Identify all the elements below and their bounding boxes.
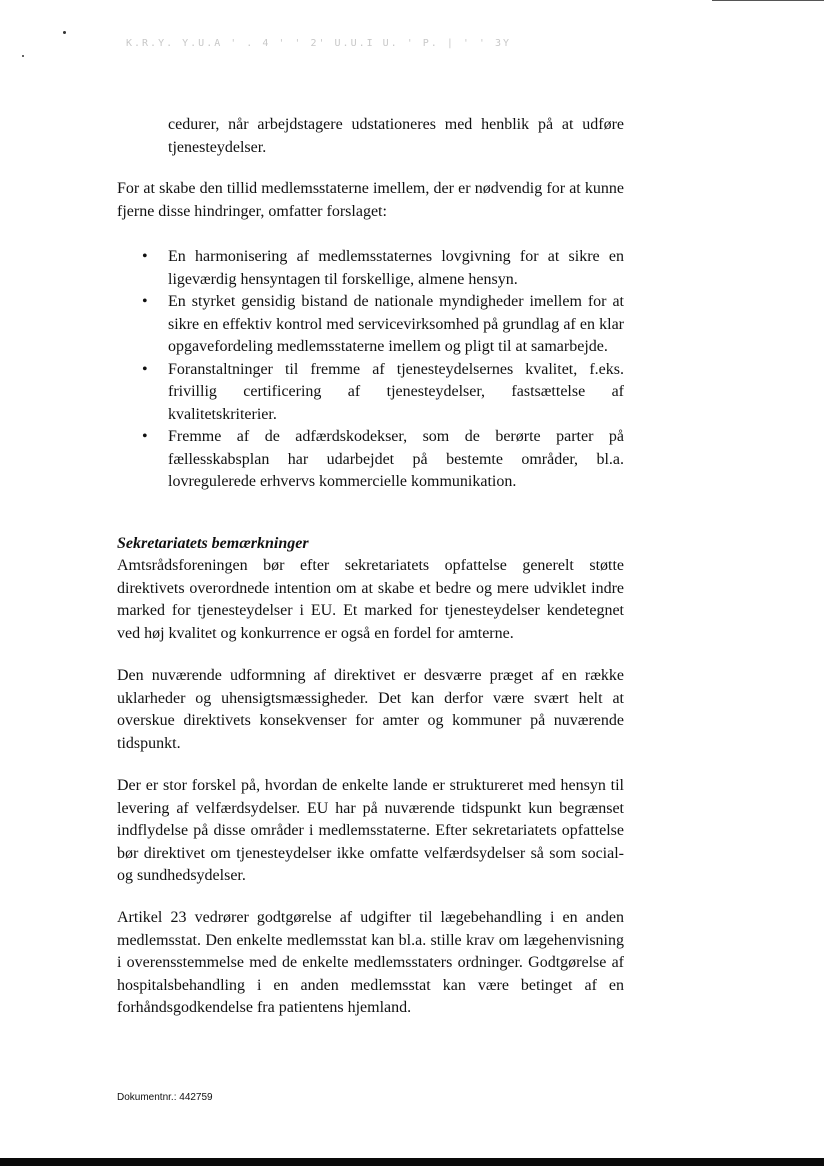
bullet-list [117,246,624,494]
list-item [117,291,624,359]
continuation-paragraph: cedurer, når arbejdstagere udstationeres med henblik på at udføre tjenesteydelser. [168,116,624,156]
list-item [117,359,624,427]
bullet-text: En harmonisering af medlemsstaternes lovgivning for at sikre en ligeværdig hensyntagen til forskellige, almene hensyn. [168,248,624,288]
bullet-icon: • [142,248,148,265]
document-number: Dokumentnr.: 442759 [117,1092,213,1103]
scan-edge-bottom [0,1158,824,1166]
section-paragraph-1: Amtsrådsforeningen bør efter sekretariatets opfattelse generelt støtte direktivets overordnede intention om at skabe et bedre og mere udviklet indre marked for tjenesteydelser i EU. Et marked for tjenesteydelser kendetegnet ved høj kvalitet og konkurrence er også en fordel for amterne. [117,557,624,642]
scan-speck [22,55,24,57]
list-item [117,426,624,494]
bullet-text: Foranstaltninger til fremme af tjenesteydelsernes kvalitet, f.eks. frivillig certificering af tjenesteydelser, fastsættelse af kvalitetskriterier. [168,360,624,423]
scan-edge-top [712,0,824,1]
section-paragraph-3: Der er stor forskel på, hvordan de enkelte lande er struktureret med hensyn til levering af velfærdsydelser. EU har på nuværende tidspunkt kun begrænset indflydelse på disse områder i medlemsstaterne. Efter sekretariatets opfattelse bør direktivet om tjenesteydelser ikke omfatte velfærdsydelser så som social- og sundhedsydelser. [117,777,624,884]
bullet-icon: • [142,428,148,445]
faded-header-text: K.R.Y. Y.U.A ' . 4 ' ' 2' U.U.I U. ' P. | ' ' 3Y [126,38,511,49]
scan-speck [63,31,66,34]
intro-paragraph: For at skabe den tillid medlemsstaterne imellem, der er nødvendig for at kunne fjerne disse hindringer, omfatter forslaget: [117,180,624,220]
bullet-text: En styrket gensidig bistand de nationale myndigheder imellem for at sikre en effektiv kontrol med servicevirksomhed på grundlag af en klar opgavefordeling medlemsstaterne imellem og pligt til at samarbejde. [168,293,624,355]
bullet-icon: • [142,360,148,378]
section-paragraph-2: Den nuværende udformning af direktivet er desværre præget af en række uklarheder og uhensigtsmæssigheder. Det kan derfor være svært helt at overskue direktivets konsekvenser for amter og kommuner på nuværende tidspunkt. [117,667,624,752]
list-item [117,246,624,291]
section-paragraph-4: Artikel 23 vedrører godtgørelse af udgifter til lægebehandling i en anden medlemsstat. Den enkelte medlemsstat kan bl.a. stille krav om lægehenvisning i overensstemmelse med de enkelte medlemsstaters ordninger. Godtgørelse af hospitalsbehandling i en anden medlemsstat kan være betinget af en forhåndsgodkendelse fra patientens hjemland. [117,909,624,1016]
bullet-icon: • [142,293,148,310]
bullet-text: Fremme af de adfærdskodekser, som de berørte parter på fællesskabsplan har udarbejdet på bestemte områder, bl.a. lovregulerede erhvervs kommercielle kommunikation. [168,428,624,490]
section-heading: Sekretariatets bemærkninger [117,535,309,552]
